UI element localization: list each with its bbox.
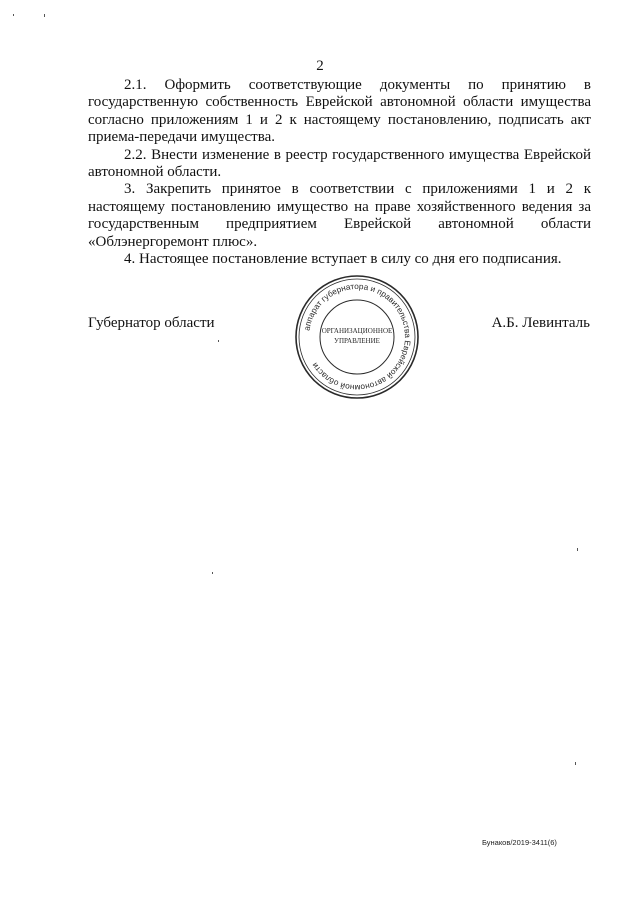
scan-speck [577, 548, 578, 551]
document-body [88, 77, 591, 268]
official-seal-graphic [292, 272, 422, 402]
paragraph-2-1: 2.1. Оформить соответствующие документы по принятию в государственную собственность Еврейской автономной области имущества согласно приложениям 1 и 2 к настоящему постановлению, подписать акт приема-передачи имущества. [88, 77, 591, 146]
paragraph-2-2: 2.2. Внести изменение в реестр государственного имущества Еврейской автономной области. [88, 146, 591, 181]
paragraph-4: 4. Настоящее постановление вступает в силу со дня его подписания. [124, 251, 562, 268]
scan-speck [218, 340, 219, 342]
signatory-name: А.Б. Левинталь [491, 315, 590, 331]
scan-speck [212, 572, 213, 574]
document-code: Бунаков/2019-3411(6) [482, 838, 557, 847]
official-seal [292, 272, 422, 402]
scan-speck [13, 14, 14, 16]
signatory-position: Губернатор области [88, 315, 215, 331]
seal-center-line-2: УПРАВЛЕНИЕ [334, 337, 380, 345]
page-number: 2 [316, 58, 324, 74]
seal-center-line-1: ОРГАНИЗАЦИОННОЕ [321, 327, 393, 335]
scan-speck [44, 14, 45, 17]
scan-speck [575, 762, 576, 765]
paragraph-3: 3. Закрепить принятое в соответствии с приложениями 1 и 2 к настоящему постановлению имущество на праве хозяйственного ведения за государственным предприятием Еврейской автономной области «Облэнергоремонт плюс». [88, 181, 591, 250]
seal-ring-text: аппарат губернатора и правительства Еврейской автономной области [302, 281, 413, 393]
